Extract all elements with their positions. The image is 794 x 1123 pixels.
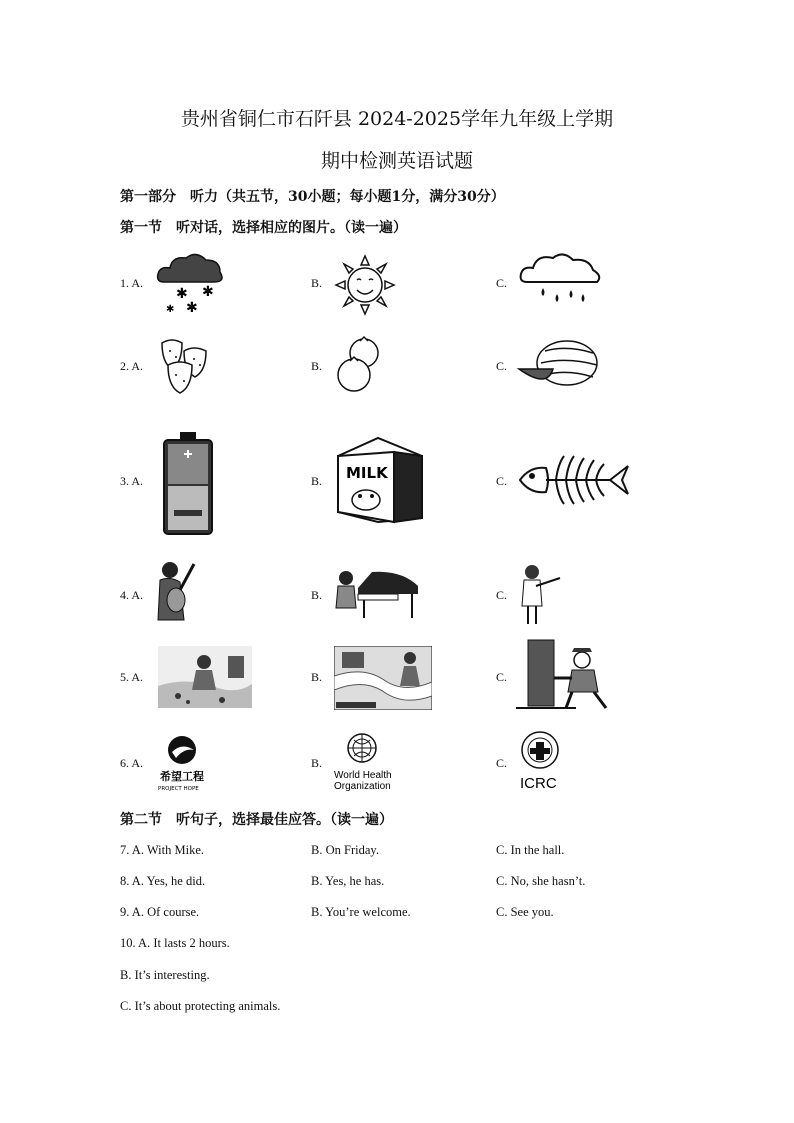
polluted-river-scene-icon [334,646,432,710]
who-logo-icon [332,732,396,792]
question-6 [120,730,680,820]
svg-text:✱: ✱ [202,284,214,300]
option-label: 1. A. [120,276,144,290]
svg-text:✱: ✱ [186,300,198,314]
watermelon-icon [517,339,601,391]
milk-label: MILK [346,464,388,482]
option-label: B. [311,670,323,684]
violin-player-icon [516,562,566,628]
question-1 [120,254,680,344]
option-label: 3. A. [120,474,144,488]
option-label: B. [311,756,323,770]
option-label: 5. A. [120,670,144,684]
rain-cloud-icon [517,250,603,314]
option-label: 6. A. [120,756,144,770]
litter-scene-icon [158,646,252,708]
tomato-icon [334,335,390,395]
option-label: 2. A. [120,359,144,373]
q9-option-b: B. You’re welcome. [311,905,411,919]
sun-icon [332,252,398,318]
q7-option-c: C. In the hall. [496,843,565,857]
tree-cutting-scene-icon [516,638,614,714]
strawberry-icon [156,335,212,395]
battery-icon [158,430,218,536]
q9-option-c: C. See you. [496,905,554,919]
option-label: B. [311,276,323,290]
question-2 [120,337,680,427]
q8-option-a: 8. A. Yes, he did. [120,874,206,888]
question-3 [120,430,680,540]
option-label: B. [311,474,323,488]
q8-option-b: B. Yes, he has. [311,874,385,888]
pipa-player-icon [154,560,198,626]
option-label: C. [496,756,508,770]
svg-text:✱: ✱ [176,286,188,302]
question-5 [120,646,680,736]
section1-heading: 第一节 听对话，选择相应的图片。（读一遍） [120,220,407,236]
part1-heading: 第一部分 听力（共五节，30小题；每小题1分，满分30分） [120,189,505,205]
q7-option-a: 7. A. With Mike. [120,843,204,857]
option-label: C. [496,588,508,602]
option-label: C. [496,276,508,290]
fish-bone-icon [516,452,632,508]
option-label: C. [496,359,508,373]
option-label: B. [311,359,323,373]
snow-cloud-icon [154,252,226,314]
project-hope-cn: 希望工程 [160,770,204,783]
q7-option-b: B. On Friday. [311,843,379,857]
option-label: C. [496,474,508,488]
milk-carton-icon [334,432,426,524]
icrc-logo-icon [518,730,564,792]
option-label: 4. A. [120,588,144,602]
q10-option-a: 10. A. It lasts 2 hours. [120,936,230,950]
svg-text:✱: ✱ [166,304,175,314]
exam-title-line1: 贵州省铜仁市石阡县 2024-2025学年九年级上学期 [180,108,614,130]
q9-option-a: 9. A. Of course. [120,905,200,919]
who-label-line1: World Health [334,770,392,781]
who-label-line2: Organization [334,781,391,792]
q10-option-b: B. It’s interesting. [120,968,210,982]
q10-option-c: C. It’s about protecting animals. [120,999,281,1013]
project-hope-logo-icon [158,732,204,792]
piano-player-icon [332,568,422,620]
option-label: C. [496,670,508,684]
exam-title-line2: 期中检测英语试题 [320,150,473,172]
project-hope-en: PROJECT HOPE [158,786,199,792]
icrc-label: ICRC [520,775,557,792]
section2-heading: 第二节 听句子，选择最佳应答。（读一遍） [120,812,393,828]
option-label: B. [311,588,323,602]
q8-option-c: C. No, she hasn’t. [496,874,586,888]
